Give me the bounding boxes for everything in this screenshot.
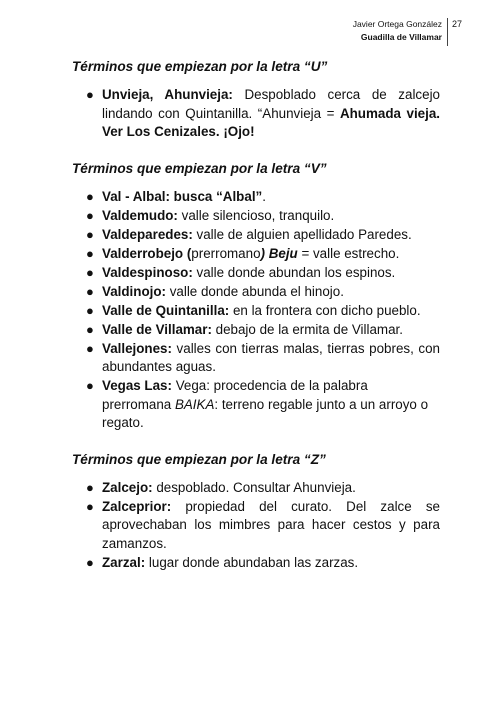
term-list-v [72, 188, 440, 433]
bullet-icon: ● [86, 283, 94, 299]
bullet-icon: ● [86, 378, 94, 393]
bullet-icon: ● [86, 479, 94, 495]
list-item [72, 321, 440, 340]
term-definition: : terreno regable junto a un arroyo o regato. [102, 396, 429, 430]
bullet-icon: ● [86, 340, 94, 356]
bullet-icon: ● [86, 188, 94, 204]
bullet-icon: ● [86, 245, 94, 261]
term-list-z [72, 479, 440, 573]
list-item [72, 340, 440, 377]
term-definition: despoblado. Consultar Ahunvieja. [152, 479, 356, 495]
term-list-u [72, 86, 440, 142]
running-header [353, 18, 442, 44]
bullet-icon: ● [86, 207, 94, 223]
term-italic-word: BAIKA [174, 396, 215, 412]
term-name: Zarzal: [102, 554, 146, 570]
list-item [72, 207, 440, 226]
term-definition: Vega: procedencia de la palabra prerromana [102, 378, 368, 412]
term-name: Zalceprior: [102, 498, 172, 514]
list-item [72, 245, 440, 264]
term-name: Vegas Las: [102, 378, 172, 393]
bullet-icon: ● [86, 321, 94, 337]
term-name: Vallejones: [102, 340, 172, 356]
term-name: Valdeparedes: [102, 226, 193, 242]
page-content [72, 58, 440, 590]
list-item [72, 377, 440, 433]
term-name: Unvieja, Ahunvieja: [102, 87, 233, 102]
list-item [72, 188, 440, 207]
term-definition: Despoblado cerca de zalcejo lindando con Quintanilla. “Ahunvieja = [102, 87, 440, 121]
list-item [72, 226, 440, 245]
term-name: Valle de Villamar: [102, 321, 212, 337]
term-definition: en la frontera con dicho pueblo. [229, 302, 421, 318]
term-name: Val - Albal: busca “Albal” [102, 188, 263, 204]
bullet-icon: ● [86, 87, 94, 102]
term-name: Valdespinoso: [102, 264, 193, 280]
section-title-u: Términos que empiezan por la letra “U” [72, 59, 328, 74]
term-name: Valdemudo: [102, 207, 178, 223]
section-title-v: Términos que empiezan por la letra “V” [72, 160, 327, 176]
term-definition: prerromano [191, 245, 261, 261]
term-name: Valle de Quintanilla: [102, 302, 230, 318]
term-name: Zalcejo: [102, 479, 153, 495]
term-definition: valles con tierras malas, tierras pobres, con abundantes aguas. [102, 340, 440, 374]
list-item [72, 264, 440, 283]
list-item [72, 498, 440, 554]
list-item [72, 554, 440, 573]
term-emphasis: Ahumada vieja. Ver Los Cenizales. ¡Ojo! [102, 105, 440, 139]
bullet-icon: ● [86, 554, 94, 570]
term-definition: valle de alguien apellidado Paredes. [192, 226, 412, 242]
term-definition: = valle estrecho. [297, 245, 400, 261]
page-number: 27 [447, 18, 462, 46]
list-item [72, 479, 440, 498]
bullet-icon: ● [86, 498, 94, 514]
term-definition: lugar donde abundaban las zarzas. [145, 554, 359, 570]
term-name-secondary: ) Beju [260, 245, 298, 261]
term-definition: valle silencioso, tranquilo. [177, 207, 335, 223]
term-definition: valle donde abundan los espinos. [192, 264, 396, 280]
term-definition: . [262, 188, 266, 204]
list-item [72, 86, 440, 142]
term-definition: debajo de la ermita de Villamar. [211, 321, 403, 337]
header-author: Javier Ortega González [352, 19, 442, 29]
term-definition: propiedad del curato. Del zalce se aprovechaban los mimbres para hacer cestos y para zamanzos. [102, 498, 440, 551]
list-item [72, 302, 440, 321]
term-definition: valle donde abunda el hinojo. [165, 283, 344, 299]
term-name: Valderrobejo ( [102, 245, 192, 261]
bullet-icon: ● [86, 302, 94, 318]
bullet-icon: ● [86, 226, 94, 242]
header-book-title: Guadilla de Villamar [360, 32, 442, 42]
bullet-icon: ● [86, 264, 94, 280]
term-name: Valdinojo: [102, 283, 166, 299]
list-item [72, 283, 440, 302]
section-title-z: Términos que empiezan por la letra “Z” [72, 451, 326, 467]
